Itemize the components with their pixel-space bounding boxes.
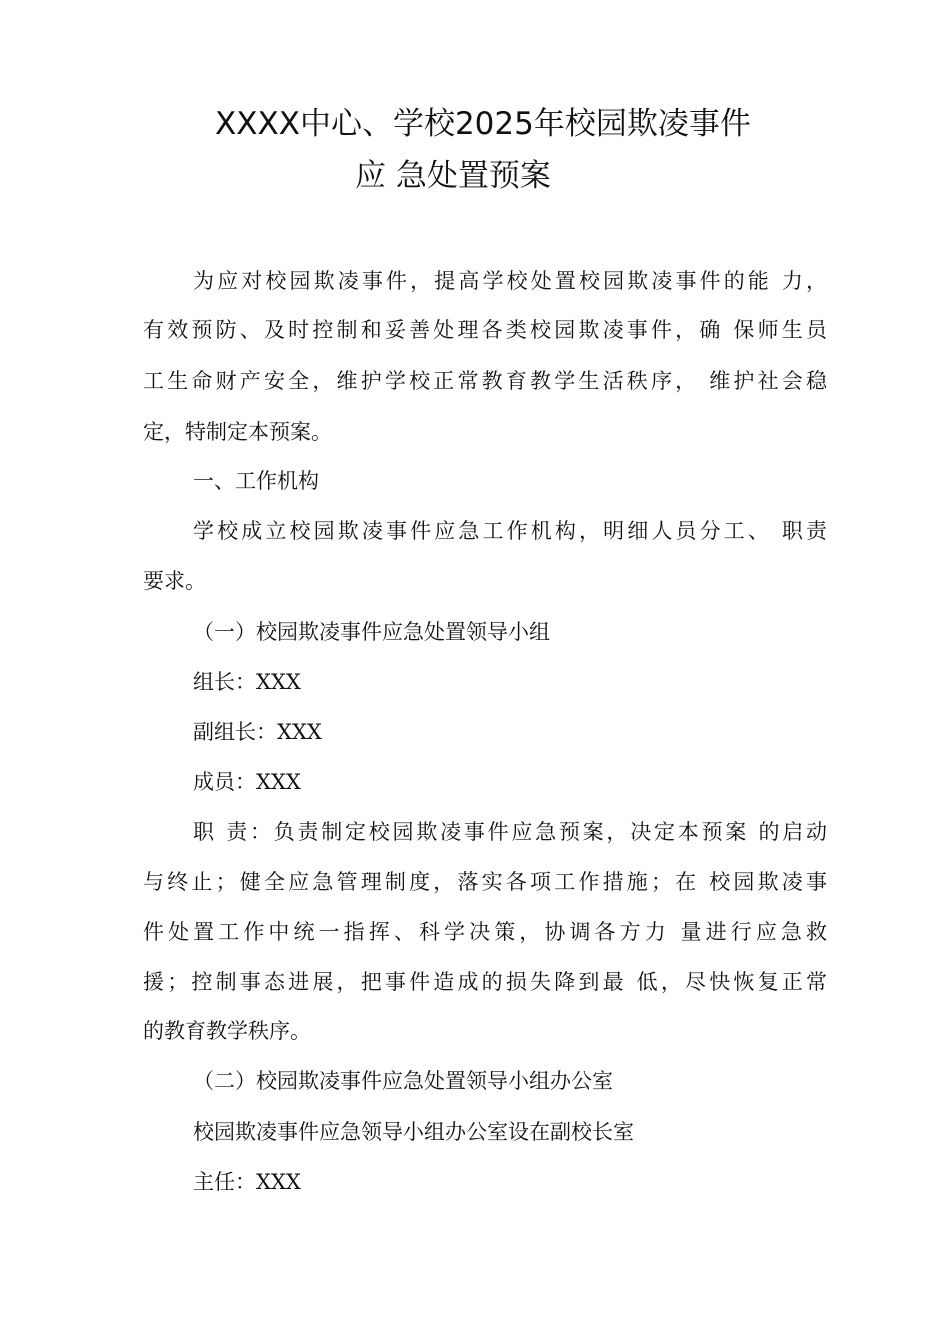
duties-line-4: 援；控制事态进展，把事件造成的损失降到最 低，尽快恢复正常 [143,970,827,994]
document-title-line-2: 应 急处置预案 [355,158,551,194]
duties-line-3: 件处置工作中统一指挥、科学决策，协调各方力 量进行应急救 [143,920,827,944]
group-1-heading: （一）校园欺凌事件应急处置领导小组 [193,620,550,644]
group-2-heading: （二）校园欺凌事件应急处置领导小组办公室 [193,1069,613,1093]
intro-line-2: 有效预防、及时控制和妥善处理各类校园欺凌事件，确 保师生员 [143,318,827,342]
group-2-director: 主任：XXX [193,1170,301,1194]
intro-line-1: 为应对校园欺凌事件，提高学校处置校园欺凌事件的能 力， [193,269,827,293]
group-1-members: 成员：XXX [193,770,301,794]
group-1-deputy: 副组长：XXX [193,720,322,744]
duties-line-5: 的教育教学秩序。 [143,1019,311,1043]
duties-line-2: 与终止；健全应急管理制度，落实各项工作措施；在 校园欺凌事 [143,870,827,894]
group-2-location: 校园欺凌事件应急领导小组办公室设在副校长室 [193,1120,634,1144]
document-title-line-1: XXXX中心、学校2025年校园欺凌事件 [215,106,751,142]
duties-line-1: 职 责：负责制定校园欺凌事件应急预案，决定本预案 的启动 [193,820,827,844]
section-1-heading: 一、工作机构 [193,469,319,493]
group-1-leader: 组长：XXX [193,670,301,694]
section-1-text-line-2: 要求。 [143,569,206,593]
intro-line-3: 工生命财产安全，维护学校正常教育教学生活秩序， 维护社会稳 [143,369,827,393]
section-1-text-line-1: 学校成立校园欺凌事件应急工作机构，明细人员分工、 职责 [193,519,827,543]
intro-line-4: 定，特制定本预案。 [143,420,332,444]
